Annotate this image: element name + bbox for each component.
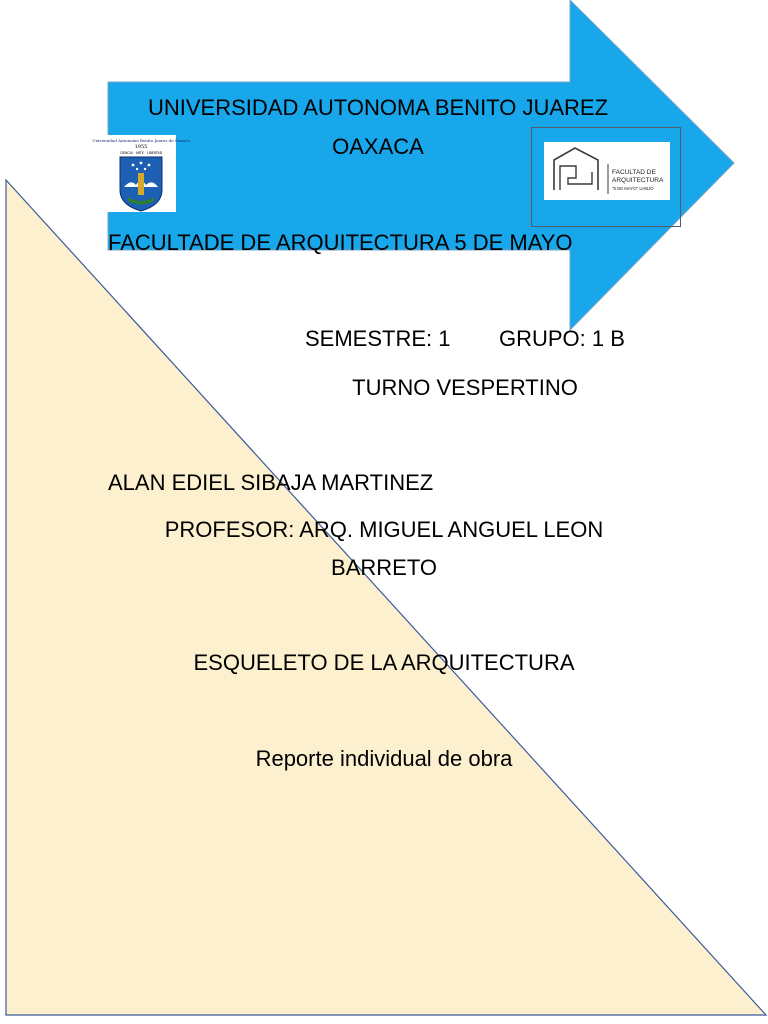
- faculty-logo-text-3: "5 DE MAYO" UABJO: [612, 186, 654, 191]
- report-type: Reporte individual de obra: [255, 746, 513, 771]
- course-title: ESQUELETO DE LA ARQUITECTURA: [193, 650, 575, 675]
- group-label: GRUPO: 1 B: [499, 326, 625, 351]
- cream-triangle-shape: [6, 180, 766, 1015]
- faculty-name: FACULTADE DE ARQUITECTURA 5 DE MAYO: [108, 230, 573, 255]
- university-name-line2: OAXACA: [332, 134, 424, 159]
- semester-label: SEMESTRE: 1: [305, 326, 451, 351]
- svg-text:CIENCIA · ARTE · LIBERTAD: CIENCIA · ARTE · LIBERTAD: [119, 151, 163, 155]
- student-name: ALAN EDIEL SIBAJA MARTINEZ: [108, 470, 434, 495]
- faculty-logo-text-1: FACULTAD DE: [612, 169, 656, 176]
- professor-line1: PROFESOR: ARQ. MIGUEL ANGUEL LEON: [164, 517, 604, 542]
- faculty-logo-text-2: ARQUITECTURA: [612, 177, 664, 184]
- svg-text:Universidad Autonoma Benito Ju: Universidad Autonoma Benito Juarez de Oaxaca: [92, 138, 190, 143]
- university-name-line1: UNIVERSIDAD AUTONOMA BENITO JUAREZ: [147, 95, 609, 120]
- svg-text:1955: 1955: [134, 144, 148, 150]
- shift-label: TURNO VESPERTINO: [352, 375, 578, 400]
- professor-line2: BARRETO: [331, 555, 437, 580]
